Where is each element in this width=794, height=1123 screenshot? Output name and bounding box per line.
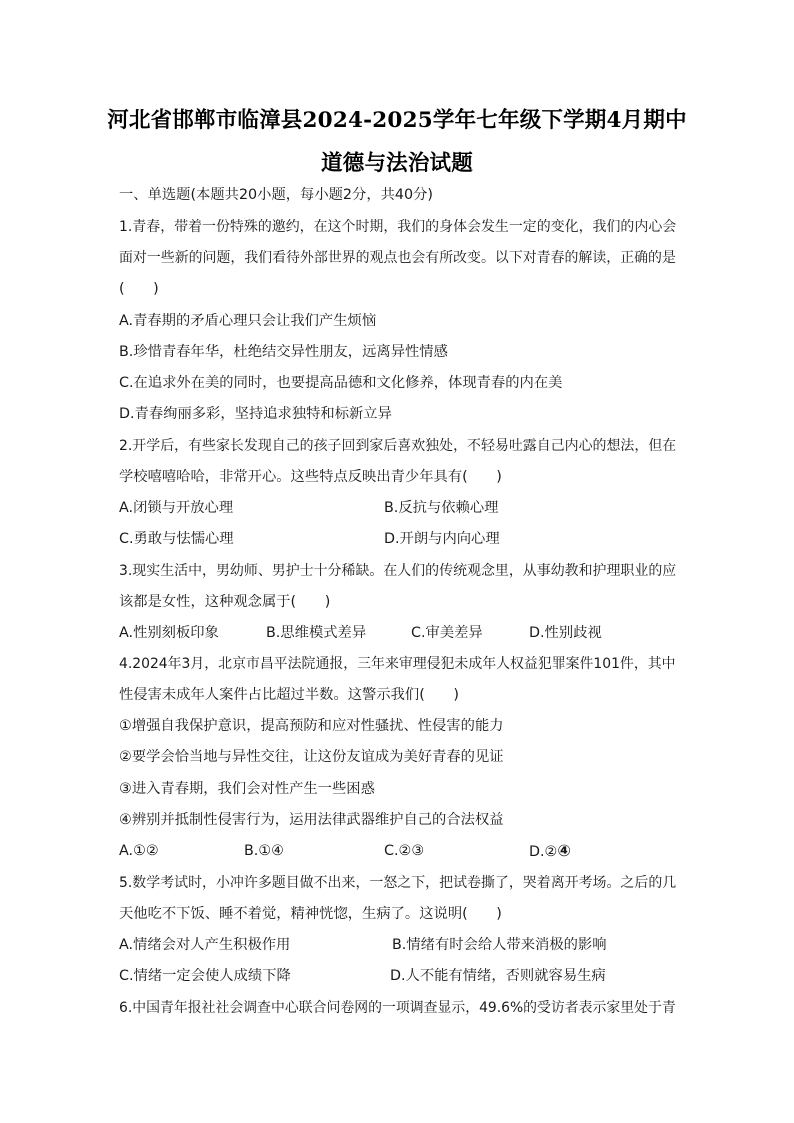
q5-stem-line1: 5.数学考试时，小冲许多题目做不出来，一怒之下，把试卷撕了，哭着离开考场。之后的几 [119, 875, 677, 891]
q2-option-c: C.勇敢与怯懦心理 [119, 531, 234, 547]
section-heading: 一、单选题(本题共20小题，每小题2分，共40分) [119, 187, 433, 203]
q1-stem-line1: 1.青春，带着一份特殊的邀约，在这个时期，我们的身体会发生一定的变化，我们的内心会 [119, 219, 677, 235]
q3-stem-line1: 3.现实生活中，男幼师、男护士十分稀缺。在人们的传统观念里，从事幼教和护理职业的应 [119, 563, 677, 579]
q3-option-b: B.思维模式差异 [266, 625, 367, 641]
q1-option-b: B.珍惜青春年华，杜绝结交异性朋友，远离异性情感 [119, 344, 448, 360]
q2-stem-line2: 学校嘻嘻哈哈，非常开心。这些特点反映出青少年具有( ) [119, 469, 502, 485]
q4-statement-1: ①增强自我保护意识，提高预防和应对性骚扰、性侵害的能力 [119, 718, 504, 734]
q4-option-c: C.②③ [384, 843, 425, 859]
q4-stem-line2: 性侵害未成年人案件占比超过半数。这警示我们( ) [119, 687, 459, 703]
q3-option-c: C.审美差异 [411, 625, 483, 641]
q2-option-b: B.反抗与依赖心理 [384, 500, 499, 516]
q2-option-d: D.开朗与内向心理 [384, 531, 500, 547]
exam-title-line1: 河北省邯郸市临漳县2024-2025学年七年级下学期4月期中 [107, 108, 687, 133]
q2-option-a: A.闭锁与开放心理 [119, 500, 234, 516]
q6-stem-line1: 6.中国青年报社社会调查中心联合问卷网的一项调查显示，49.6%的受访者表示家里处于青 [119, 1000, 676, 1016]
q1-option-d: D.青春绚丽多彩，坚持追求独特和标新立异 [119, 406, 392, 422]
q4-option-d-circled: ④ [557, 841, 571, 860]
q1-option-a: A.青春期的矛盾心理只会让我们产生烦恼 [119, 313, 377, 329]
q3-option-d: D.性别歧视 [529, 625, 602, 641]
q4-statement-2: ②要学会恰当地与异性交往，让这份友谊成为美好青春的见证 [119, 749, 504, 765]
q1-stem-line2: 面对一些新的问题，我们看待外部世界的观点也会有所改变。以下对青春的解读，正确的是 [119, 250, 676, 266]
q1-stem-line3: ( ) [119, 281, 159, 297]
q5-option-c: C.情绪一定会使人成绩下降 [119, 968, 291, 984]
q1-option-c: C.在追求外在美的同时，也要提高品德和文化修养，体现青春的内在美 [119, 375, 563, 391]
exam-title-line2: 道德与法治试题 [321, 151, 473, 176]
q4-stem-line1: 4.2024年3月，北京市昌平法院通报，三年来审理侵犯未成年人权益犯罪案件101件，其中 [119, 656, 676, 672]
q5-option-d: D.人不能有情绪，否则就容易生病 [390, 968, 606, 984]
q5-stem-line2: 天他吃不下饭、睡不着觉，精神恍惚，生病了。这说明( ) [119, 906, 502, 922]
q4-option-d [529, 842, 571, 861]
q4-option-b: B.①④ [244, 843, 284, 859]
q3-stem-line2: 该都是女性，这种观念属于( ) [119, 594, 331, 610]
q3-option-a: A.性别刻板印象 [119, 625, 219, 641]
q2-stem-line1: 2.开学后，有些家长发现自己的孩子回到家后喜欢独处，不轻易吐露自己内心的想法，但在 [119, 438, 677, 454]
q4-option-a: A.①② [119, 843, 159, 859]
q4-statement-3: ③进入青春期，我们会对性产生一些困惑 [119, 781, 375, 797]
q4-statement-4: ④辨别并抵制性侵害行为，运用法律武器维护自己的合法权益 [119, 812, 504, 828]
q5-option-b: B.情绪有时会给人带来消极的影响 [392, 937, 607, 953]
q5-option-a: A.情绪会对人产生积极作用 [119, 937, 291, 953]
q4-option-d-prefix: D.② [529, 844, 558, 860]
